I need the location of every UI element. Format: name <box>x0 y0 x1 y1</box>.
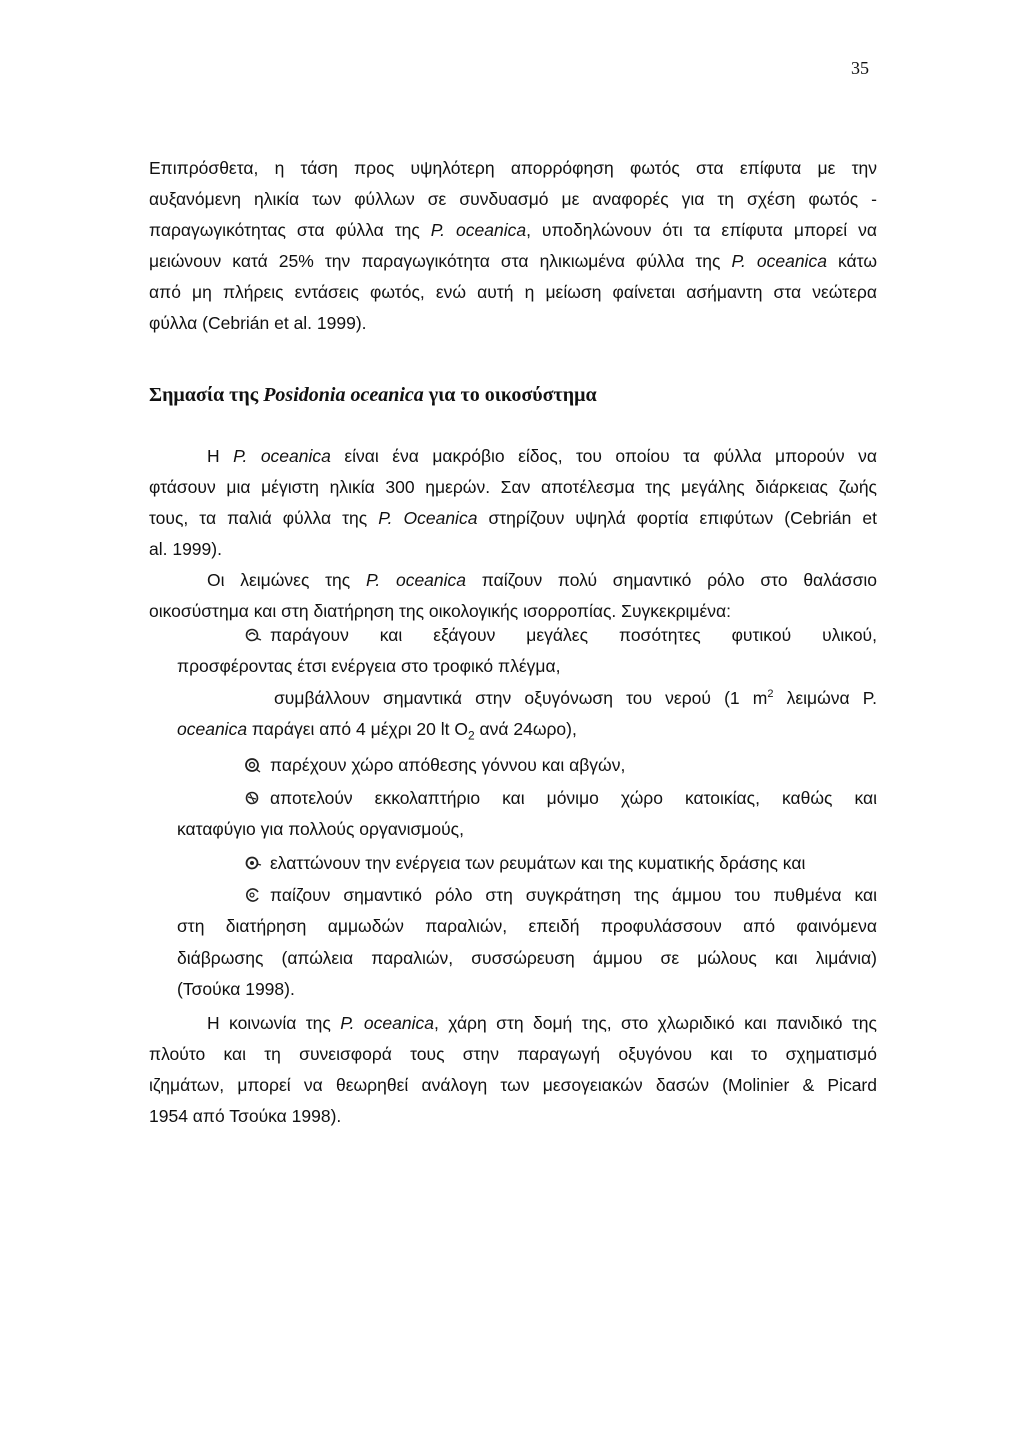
bullet-item: παράγουν και εξάγουν μεγάλες ποσότητες φυτικού υλικού, <box>244 620 877 651</box>
paragraph-epiphytes <box>149 153 877 339</box>
paragraph-importance <box>149 441 877 627</box>
text-line: φτάσουν μια μέγιστη ηλικία 300 ημερών. Σαν αποτέλεσμα της μεγάλης διάρκειας ζωής <box>149 477 877 497</box>
paragraph-community <box>149 1008 877 1132</box>
bullet-item: ελαττώνουν την ενέργεια των ρευμάτων και της κυματικής δράσης και <box>244 848 805 879</box>
text-line: Οι λειμώνες της P. oceanica παίζουν πολύ σημαντικό ρόλο στο θαλάσσιο <box>207 570 877 590</box>
text-line: (Τσούκα 1998). <box>177 979 295 999</box>
text-line: φύλλα (Cebrián et al. 1999). <box>149 313 367 333</box>
text-line: οικοσύστημα και στη διατήρηση της οικολογικής ισορροπίας. Συγκεκριμένα: <box>149 601 732 621</box>
text-line: Επιπρόσθετα, η τάση προς υψηλότερη απορρόφηση φωτός στα επίφυτα με την <box>149 158 877 178</box>
bullet-item: παρέχουν χώρο απόθεσης γόννου και αβγών, <box>244 750 625 781</box>
text-line: πλούτο και τη συνεισφορά τους στην παραγωγή οξυγόνου και το σχηματισμό <box>149 1044 877 1064</box>
text-line: παραγωγικότητας στα φύλλα της P. oceanica, υποδηλώνουν ότι τα επίφυτα μπορεί να <box>149 220 877 240</box>
text-line: ιζημάτων, μπορεί να θεωρηθεί ανάλογη των μεσογειακών δασών (Molinier & Picard <box>149 1075 877 1095</box>
bullet-item: παίζουν σημαντικό ρόλο στη συγκράτηση της άμμου του πυθμένα και <box>244 880 877 911</box>
text-line: Η κοινωνία της P. oceanica, χάρη στη δομή της, στο χλωριδικό και πανιδικό της <box>207 1013 877 1033</box>
text-line: Η P. oceanica είναι ένα μακρόβιο είδος, του οποίου τα φύλλα μπορούν να <box>207 446 877 466</box>
swirl-bullet-icon <box>244 627 262 643</box>
text-line: στη διατήρηση αμμωδών παραλιών, επειδή προφυλάσσουν από φαινόμενα <box>177 916 877 936</box>
text-line: μειώνουν κατά 25% την παραγωγικότητα στα ηλικιωμένα φύλλα της P. oceanica κάτω <box>149 251 877 271</box>
swirl-bullet-icon <box>244 855 262 871</box>
text-line: τους, τα παλιά φύλλα της P. Oceanica στηρίζουν υψηλά φορτία επιφύτων (Cebrián et <box>149 508 877 528</box>
text-line: καταφύγιο για πολλούς οργανισμούς, <box>177 819 464 839</box>
text-line: 1954 από Τσούκα 1998). <box>149 1106 342 1126</box>
text-line: oceanica παράγει από 4 μέχρι 20 lt $O_2$ ανά 24ωρο), <box>177 719 577 743</box>
text-line: al. 1999). <box>149 539 222 559</box>
section-heading: Σημασία της Posidonia oceanica για το οικοσύστημα <box>149 384 597 406</box>
bullet-item: αποτελούν εκκολαπτήριο και μόνιμο χώρο κατοικίας, καθώς και <box>244 783 877 814</box>
text-line: αυξανόμενη ηλικία των φύλλων σε συνδυασμό με αναφορές για τη σχέση φωτός - <box>149 189 877 209</box>
swirl-bullet-icon <box>244 757 262 773</box>
page-number: 35 <box>851 58 869 78</box>
bullet-item: συμβάλλουν σημαντικά στην οξυγόνωση του νερού (1 $m^2$ λειμώνα P. <box>274 688 878 708</box>
text-line: από μη πλήρεις εντάσεις φωτός, ενώ αυτή η μείωση φαίνεται ασήμαντη στα νεώτερα <box>149 282 877 302</box>
text-line: προσφέροντας έτσι ενέργεια στο τροφικό πλέγμα, <box>177 656 561 676</box>
text-line: διάβρωσης (απώλεια παραλιών, συσσώρευση άμμου σε μώλους και λιμάνια) <box>177 948 877 968</box>
swirl-bullet-icon <box>244 887 262 903</box>
swirl-bullet-icon <box>244 790 262 806</box>
